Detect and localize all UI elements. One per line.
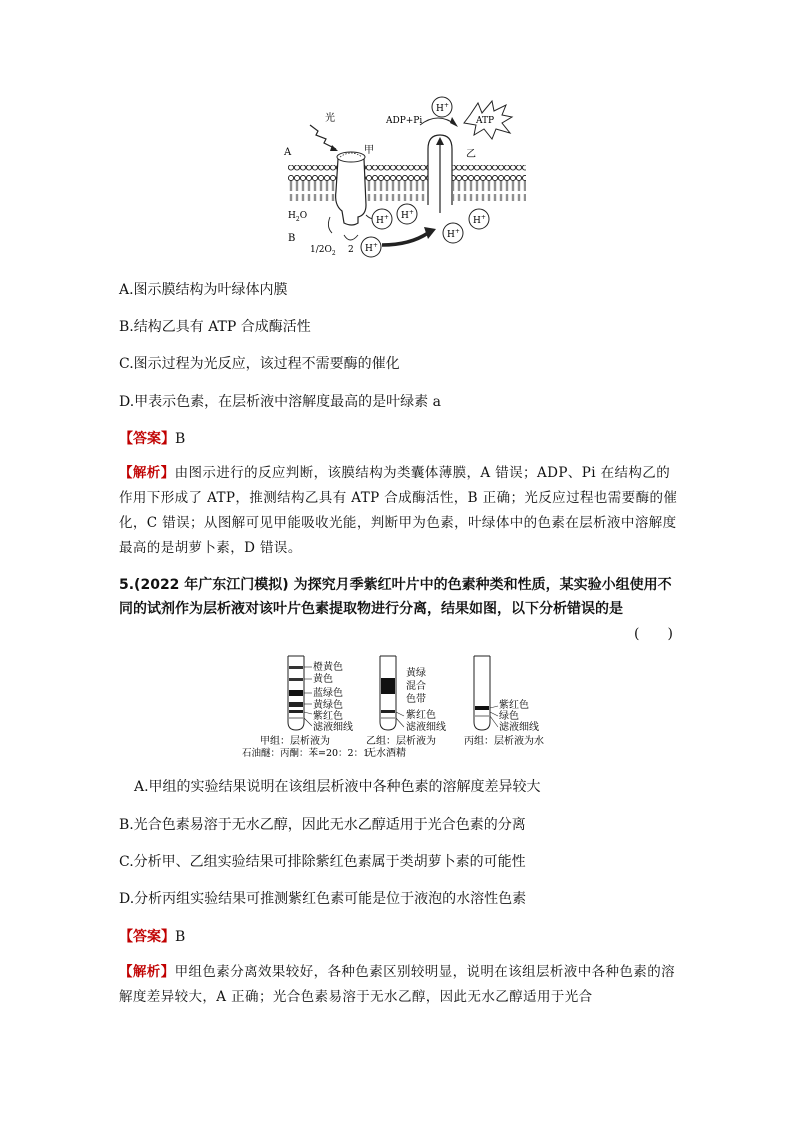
q4-answer xyxy=(119,428,185,448)
q5-option-b: B.光合色素易溶于无水乙醇，因此无水乙醇适用于光合色素的分离 xyxy=(119,817,526,833)
svg-text:丙组：层析液为水: 丙组：层析液为水 xyxy=(464,736,544,747)
label-light: 光 xyxy=(325,113,335,124)
svg-text:H+: H+ xyxy=(473,214,486,226)
svg-text:乙组：层析液为: 乙组：层析液为 xyxy=(366,736,436,747)
svg-text:色带: 色带 xyxy=(406,694,426,705)
proton-flow-arrow xyxy=(382,233,428,245)
svg-text:滤液细线: 滤液细线 xyxy=(499,722,539,733)
q5-answer xyxy=(119,926,185,946)
label-yi: 乙 xyxy=(466,149,476,160)
svg-text:ATP: ATP xyxy=(476,116,495,126)
answer-tag: 【答案】 xyxy=(119,929,175,945)
analysis-text: 由图示进行的反应判断，该膜结构为类囊体薄膜，A 错误；ADP、Pi 在结构乙的作用下形成了 ATP，推测结构乙具有 ATP 合成酶活性，B 正确；光反应过程也需要酶的催化，C 错误；从图解可见甲能吸收光能，判断甲为色素，叶绿体中的色素在层析液中溶解度最高的是胡萝卜素，D 错误。 xyxy=(119,465,678,556)
label-two: 2 xyxy=(348,245,354,255)
svg-text:无水酒精: 无水酒精 xyxy=(366,748,406,759)
tube-yi xyxy=(366,656,446,759)
svg-text:黄绿: 黄绿 xyxy=(406,668,426,679)
svg-text:绿色: 绿色 xyxy=(499,711,519,722)
q5-answer-paren: ( ) xyxy=(634,626,673,642)
label-A: A xyxy=(284,147,292,158)
label-o2: $1/2O_2$ xyxy=(310,245,336,257)
svg-text:混合: 混合 xyxy=(406,681,426,692)
svg-text:紫红色: 紫红色 xyxy=(313,711,343,722)
svg-text:H+: H+ xyxy=(436,102,449,114)
protein-jia xyxy=(336,154,366,225)
q4-option-c: C.图示过程为光反应，该过程不需要酶的催化 xyxy=(119,356,400,372)
q5-stem: 5.(2022 年广东江门模拟) 为探究月季紫红叶片中的色素种类和性质，某实验小组使用不同的试剂作为层析液对该叶片色素提取物进行分离，结果如图，以下分析错误的是 xyxy=(119,577,672,617)
svg-text:滤液细线: 滤液细线 xyxy=(313,722,353,733)
thylakoid-membrane-diagram xyxy=(270,95,530,260)
svg-text:黄色: 黄色 xyxy=(313,674,333,685)
analysis-tag: 【解析】 xyxy=(119,465,175,481)
answer-value: B xyxy=(175,929,186,945)
q4-option-d: D.甲表示色素，在层析液中溶解度最高的是叶绿素 a xyxy=(119,394,441,410)
analysis-tag: 【解析】 xyxy=(119,964,175,980)
tube-jia xyxy=(242,656,369,759)
answer-value: B xyxy=(175,431,186,447)
q5-analysis xyxy=(119,960,679,1010)
tube-bing xyxy=(464,656,544,747)
svg-text:紫红色: 紫红色 xyxy=(499,700,529,711)
svg-text:紫红色: 紫红色 xyxy=(406,710,436,721)
q4-option-b: B.结构乙具有 ATP 合成酶活性 xyxy=(119,319,311,335)
q4-option-a: A.图示膜结构为叶绿体内膜 xyxy=(119,282,288,298)
label-adp: ADP+Pi xyxy=(386,116,423,126)
analysis-text: 甲组色素分离效果较好，各种色素区别较明显，说明在该组层析液中各种色素的溶解度差异较大，A 正确；光合色素易溶于无水乙醇，因此无水乙醇适用于光合 xyxy=(119,964,676,1005)
q5-option-c: C.分析甲、乙组实验结果可排除紫红色素属于类胡萝卜素的可能性 xyxy=(119,854,526,870)
q4-analysis xyxy=(119,461,679,561)
svg-text:H+: H+ xyxy=(365,242,378,254)
lipid-bilayer xyxy=(288,165,526,201)
svg-text:黄绿色: 黄绿色 xyxy=(313,700,343,711)
svg-text:滤液细线: 滤液细线 xyxy=(406,722,446,733)
svg-text:H+: H+ xyxy=(447,228,460,240)
svg-text:蓝绿色: 蓝绿色 xyxy=(313,688,343,699)
answer-tag: 【答案】 xyxy=(119,431,175,447)
svg-text:橙黄色: 橙黄色 xyxy=(313,662,343,673)
q5-option-d: D.分析丙组实验结果可推测紫红色素可能是位于液泡的水溶性色素 xyxy=(119,891,527,907)
svg-text:石油醚：丙酮：苯=20：2：1: 石油醚：丙酮：苯=20：2：1 xyxy=(242,748,370,759)
svg-text:H+: H+ xyxy=(376,214,389,226)
label-h2o: $H_2O$ xyxy=(288,211,308,223)
q5-option-a: A.甲组的实验结果说明在该组层析液中各种色素的溶解度差异较大 xyxy=(134,779,541,795)
chromatography-diagram xyxy=(236,650,566,765)
label-jia: 甲 xyxy=(364,145,374,156)
label-B: B xyxy=(288,233,296,244)
svg-text:H+: H+ xyxy=(401,209,414,221)
svg-text:甲组：层析液为: 甲组：层析液为 xyxy=(260,736,330,747)
